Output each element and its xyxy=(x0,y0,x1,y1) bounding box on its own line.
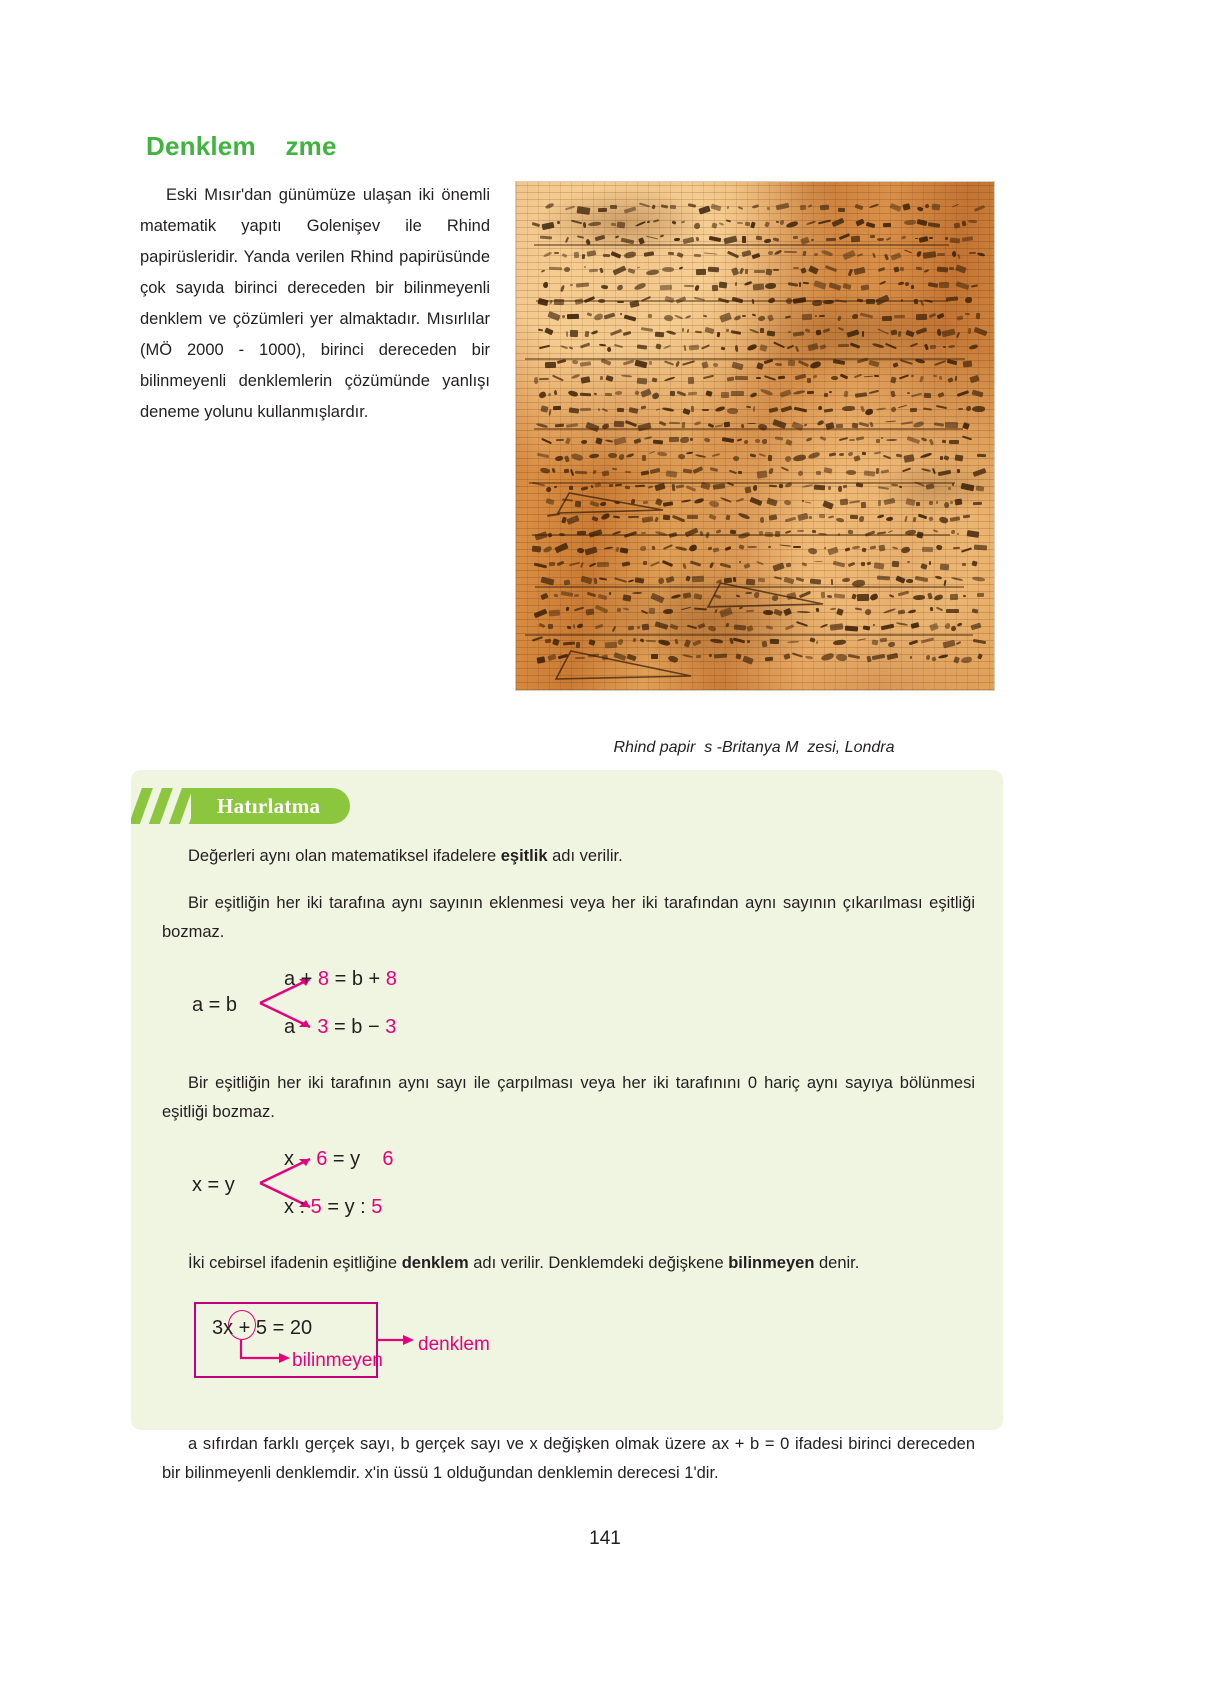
equation-base-xy: x = y xyxy=(192,1174,235,1196)
eq1-bot-pre: a xyxy=(284,1016,318,1038)
panel-paragraph-4-part-c: denir. xyxy=(814,1254,860,1272)
panel-paragraph-2-text: Bir eşitliğin her iki tarafına aynı sayının eklenmesi veya her iki tarafından aynı sayının çıkarılması eşitliği bozmaz. xyxy=(162,894,975,941)
eq2-top-num1: 6 xyxy=(316,1148,328,1170)
term-esitlik: eşitlik xyxy=(500,847,548,865)
equation-add-line xyxy=(284,965,397,994)
term-denklem: denklem xyxy=(401,1254,469,1272)
equation-base-ab: a = b xyxy=(192,994,238,1016)
denklem-eq-coefficient: 3 xyxy=(212,1317,224,1339)
figure-caption: Rhind papir s -Britanya M zesi, Londra xyxy=(613,739,895,756)
equation-subtract-line xyxy=(284,1013,396,1042)
denklem-equation xyxy=(212,1314,312,1343)
equation-diagram-addition xyxy=(162,965,975,1043)
denklem-eq-rest: + 5 = 20 xyxy=(233,1317,313,1339)
panel-tab-label xyxy=(191,788,350,824)
intro-paragraph-text: Eski Mısır'dan günümüze ulaşan iki önemli matematik yapıtı Golenişev ile Rhind papirüsleridir. Yanda verilen Rhind papirüsünde çok sayıda birinci dereceden bir bilinmeyenli denklem ve çözümleri yer almaktadır. Mısırlılar (MÖ 2000 - 1000), birinci dereceden bir bilinmeyenli denklemlerin çözümünde yanlışı deneme yolunu kullanmışlardır. xyxy=(140,186,490,421)
eq1-bot-num1: 3 xyxy=(317,1016,329,1038)
eq2-bot-mid: = y : xyxy=(321,1196,372,1218)
eq1-top-num2: 8 xyxy=(385,968,397,990)
eq1-bot-num2: 3 xyxy=(385,1016,397,1038)
page-title: Denklem zme xyxy=(146,131,337,161)
eq1-top-num1: 8 xyxy=(317,968,330,990)
eq2-top-mid: = y xyxy=(327,1148,383,1170)
hatirlatma-panel xyxy=(131,770,1003,1482)
panel-paragraph-3-text: Bir eşitliğin her iki tarafının aynı sayı ile çarpılması veya her iki tarafınını 0 hariç aynı sayıya bölünmesi eşitliği bozmaz. xyxy=(162,1074,975,1121)
panel-paragraph-3 xyxy=(162,1069,975,1127)
equation-diagram-multiplication xyxy=(162,1145,975,1223)
panel-paragraph-4-part-b: adı verilir. Denklemdeki değişkene xyxy=(468,1254,729,1272)
panel-paragraph-1-part-b: adı verilir. xyxy=(547,847,623,865)
page-number: 141 xyxy=(589,1528,621,1549)
equation-divide-line xyxy=(284,1193,382,1222)
denklem-eq-variable: x xyxy=(223,1317,234,1339)
eq1-top-mid: = b + xyxy=(329,968,386,990)
panel-paragraph-2 xyxy=(162,889,975,947)
panel-paragraph-4 xyxy=(162,1249,975,1278)
equation-multiply-line xyxy=(284,1145,394,1174)
eq2-top-num2: 6 xyxy=(382,1148,394,1170)
intro-paragraph xyxy=(140,180,490,428)
panel-tab-text: Hatırlatma xyxy=(217,793,321,818)
denklem-annotated-diagram xyxy=(162,1296,975,1408)
label-bilinmeyen: bilinmeyen xyxy=(292,1350,383,1371)
panel-paragraph-1-part-a: Değerleri aynı olan matematiksel ifadelere xyxy=(188,847,501,865)
eq2-top-pre: x xyxy=(284,1148,317,1170)
panel-paragraph-1 xyxy=(162,842,975,871)
term-bilinmeyen: bilinmeyen xyxy=(728,1254,815,1272)
eq2-bot-num2: 5 xyxy=(371,1196,383,1218)
rhind-papyrus-photo xyxy=(515,181,995,691)
eq2-bot-num1: 5 xyxy=(310,1196,322,1218)
eq2-bot-pre: x : xyxy=(284,1196,311,1218)
panel-paragraph-4-part-a: İki cebirsel ifadenin eşitliğine xyxy=(188,1254,402,1272)
panel-paragraph-5 xyxy=(162,1430,975,1488)
eq1-bot-mid: = b − xyxy=(328,1016,386,1038)
eq1-top-pre: a + xyxy=(284,968,318,990)
panel-content xyxy=(162,842,975,1506)
panel-paragraph-5-text: a sıfırdan farklı gerçek sayı, b gerçek sayı ve x değişken olmak üzere ax + b = 0 ifadesi birinci dereceden bir bilinmeyenli denklemdir. x'in üssü 1 olduğundan denklemin derecesi 1'dir. xyxy=(162,1435,975,1482)
papyrus-hieratic-script xyxy=(516,182,994,690)
label-denklem: denklem xyxy=(418,1334,490,1355)
